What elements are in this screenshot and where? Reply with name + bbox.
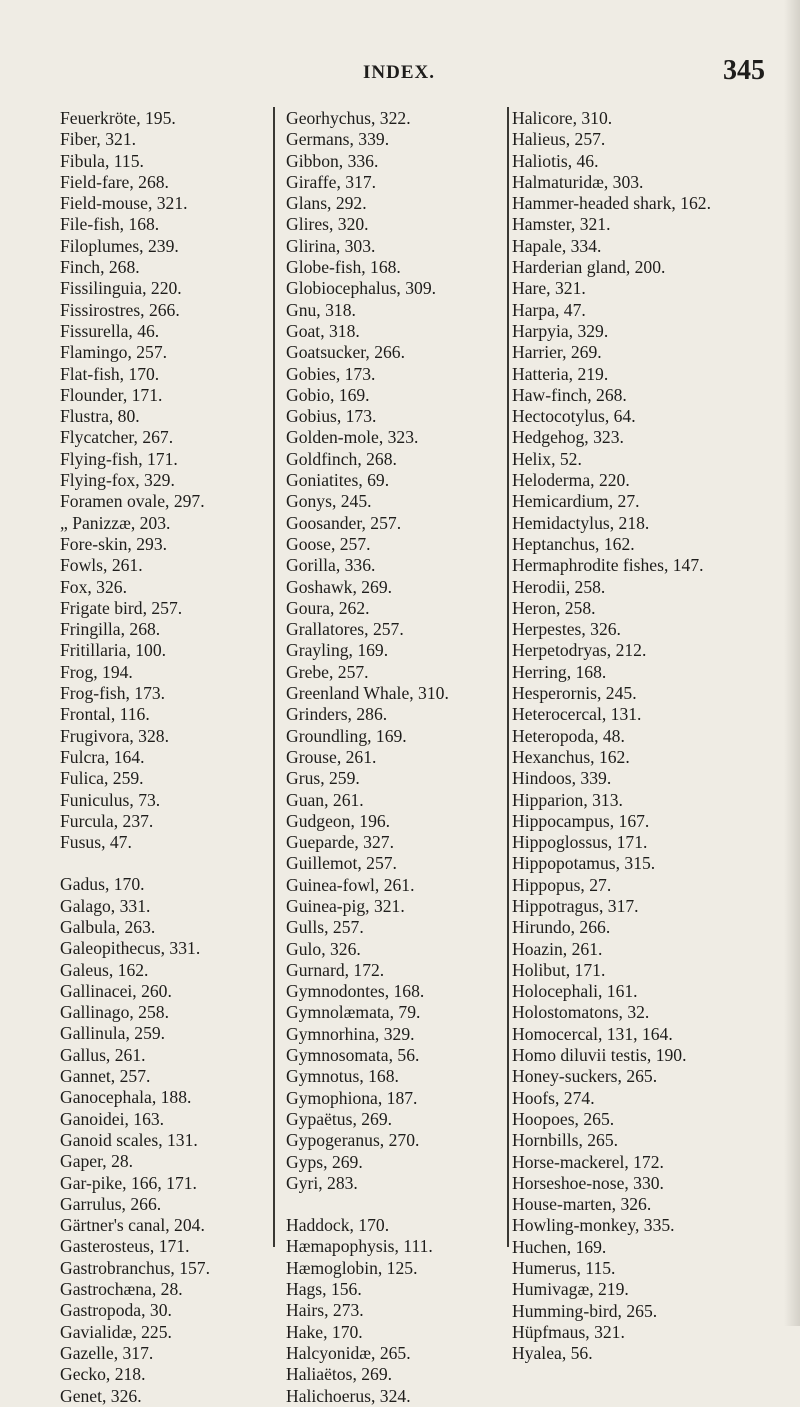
index-entry: Galbula, 263. [60, 916, 156, 937]
index-entry: Ganoidei, 163. [60, 1108, 165, 1129]
index-entry: Gastropoda, 30. [60, 1300, 172, 1321]
index-entry: Humivagæ, 219. [512, 1279, 629, 1300]
index-entry: Gallinula, 259. [60, 1023, 166, 1044]
index-entry: House-marten, 326. [512, 1194, 652, 1215]
index-entry: Gymnorhina, 329. [286, 1023, 415, 1044]
index-entry: Hake, 170. [286, 1321, 363, 1342]
index-entry: Hapale, 334. [512, 235, 602, 256]
running-title: INDEX. [363, 62, 435, 83]
index-entry: Gallus, 261. [60, 1044, 146, 1065]
index-entry: Hipparion, 313. [512, 789, 623, 810]
index-entry: Haliaëtos, 269. [286, 1364, 393, 1385]
index-entry: Guan, 261. [286, 789, 364, 810]
index-entry: Guinea-pig, 321. [286, 895, 405, 916]
index-entry: Fox, 326. [60, 576, 127, 597]
index-entry: Herring, 168. [512, 661, 607, 682]
index-entry: Georhychus, 322. [286, 108, 411, 128]
index-entry: Filoplumes, 239. [60, 235, 179, 256]
index-entry: Goatsucker, 266. [286, 342, 405, 363]
index-entry: Hexanchus, 162. [512, 746, 630, 767]
index-entry: Humerus, 115. [512, 1258, 616, 1279]
index-entry: Fulica, 259. [60, 768, 144, 789]
index-entry: Hoofs, 274. [512, 1087, 595, 1108]
index-entry: Gypaëtus, 269. [286, 1108, 393, 1129]
index-entry: Halmaturidæ, 303. [512, 171, 644, 192]
index-entry: Gannet, 257. [60, 1066, 151, 1087]
index-entry: Frog, 194. [60, 661, 133, 682]
index-entry: Fiber, 321. [60, 129, 137, 150]
index-entry: Fore-skin, 293. [60, 533, 168, 554]
index-entry: Globiocephalus, 309. [286, 278, 437, 299]
index-entry: Gärtner's canal, 204. [60, 1215, 205, 1236]
index-entry: Homocercal, 131, 164. [512, 1023, 673, 1044]
index-entry: Hectocotylus, 64. [512, 406, 636, 427]
index-entry: Hemicardium, 27. [512, 491, 640, 512]
index-entry: Glires, 320. [286, 214, 369, 235]
index-entry: Gymnotus, 168. [286, 1066, 399, 1087]
index-entry: „ Panizzæ, 203. [60, 512, 171, 533]
index-entry: Hindoos, 339. [512, 768, 612, 789]
index-entry: Goat, 318. [286, 320, 360, 341]
index-entry: Globe-fish, 168. [286, 257, 401, 278]
index-entry: Gallinacei, 260. [60, 980, 172, 1001]
index-entry: Herpetodryas, 212. [512, 640, 647, 661]
index-entry: Funiculus, 73. [60, 789, 161, 810]
index-entry: Greenland Whale, 310. [286, 683, 449, 704]
index-entry: Hyalea, 56. [512, 1343, 593, 1364]
index-entry: Heterocercal, 131. [512, 704, 642, 725]
index-entry: Heloderma, 220. [512, 470, 630, 491]
index-entry: Groundling, 169. [286, 725, 407, 746]
index-entry: Garrulus, 266. [60, 1193, 162, 1214]
index-entry: Gymnolæmata, 79. [286, 1002, 421, 1023]
index-entry: Ganocephala, 188. [60, 1087, 192, 1108]
index-entry: Fissilinguia, 220. [60, 278, 182, 299]
index-entry: Grayling, 169. [286, 640, 389, 661]
index-entry: Frontal, 116. [60, 704, 150, 725]
index-entry: Hamster, 321. [512, 214, 611, 235]
index-entry: Finch, 268. [60, 257, 140, 278]
index-entry: Hedgehog, 323. [512, 427, 624, 448]
index-entry: Flounder, 171. [60, 384, 163, 405]
page-edge-shadow [784, 0, 800, 1326]
index-entry: Goldfinch, 268. [286, 448, 397, 469]
index-entry: Gazelle, 317. [60, 1342, 154, 1363]
index-entry: Halieus, 257. [512, 129, 606, 150]
index-entry: Grallatores, 257. [286, 619, 404, 640]
index-entry: Furcula, 237. [60, 810, 154, 831]
index-entry: Galago, 331. [60, 895, 151, 916]
index-entry: Gulo, 326. [286, 938, 361, 959]
index-entry: Gorilla, 336. [286, 555, 376, 576]
index-entry: Fibula, 115. [60, 150, 144, 171]
page-number: 345 [723, 55, 765, 86]
index-entry: Grebe, 257. [286, 661, 369, 682]
index-entry: Gastrochæna, 28. [60, 1279, 183, 1300]
index-entry: Glans, 292. [286, 193, 367, 214]
index-entry: Giraffe, 317. [286, 171, 377, 192]
index-entry: Helix, 52. [512, 448, 582, 469]
index-entry: Hags, 156. [286, 1279, 362, 1300]
index-entry: Gudgeon, 196. [286, 810, 391, 831]
index-column-1 [60, 108, 285, 1407]
index-entry: Hemidactylus, 218. [512, 512, 650, 533]
index-entry: Galeopithecus, 331. [60, 938, 201, 959]
index-entry: Goose, 257. [286, 533, 371, 554]
index-entry: Halicore, 310. [512, 108, 613, 128]
index-entry: Gobies, 173. [286, 363, 376, 384]
index-entry: Gallinago, 258. [60, 1002, 169, 1023]
index-entry: Gaper, 28. [60, 1151, 134, 1172]
index-entry: Fissurella, 46. [60, 320, 160, 341]
index-entry: Harrier, 269. [512, 342, 602, 363]
index-entry: Gurnard, 172. [286, 959, 385, 980]
index-entry: Gobius, 173. [286, 406, 377, 427]
index-entry: File-fish, 168. [60, 214, 160, 235]
index-entry: Horseshoe-nose, 330. [512, 1172, 664, 1193]
index-entry: Hammer-headed shark, 162. [512, 193, 711, 214]
index-entry: Gymophiona, 187. [286, 1087, 418, 1108]
index-entry: Howling-monkey, 335. [512, 1215, 675, 1236]
index-entry: Flying-fish, 171. [60, 448, 178, 469]
index-entry: Hirundo, 266. [512, 917, 611, 938]
index-entry: Goniatites, 69. [286, 470, 390, 491]
index-entry: Frigate bird, 257. [60, 597, 183, 618]
index-entry: Gonys, 245. [286, 491, 372, 512]
index-entry: Flat-fish, 170. [60, 363, 160, 384]
index-entry: Harderian gland, 200. [512, 257, 666, 278]
index-entry: Goura, 262. [286, 597, 370, 618]
index-entry: Golden-mole, 323. [286, 427, 419, 448]
index-entry: Flamingo, 257. [60, 342, 168, 363]
index-entry: Holibut, 171. [512, 959, 606, 980]
index-entry: Halcyonidæ, 265. [286, 1342, 411, 1363]
index-entry: Field-fare, 268. [60, 171, 169, 192]
index-entry: Huchen, 169. [512, 1236, 607, 1257]
index-entry: Grus, 259. [286, 768, 360, 789]
index-entry: Grouse, 261. [286, 746, 377, 767]
index-entry: Glirina, 303. [286, 235, 376, 256]
index-entry: Humming-bird, 265. [512, 1300, 658, 1321]
index-entry: Honey-suckers, 265. [512, 1066, 658, 1087]
index-entry: Gibbon, 336. [286, 150, 379, 171]
index-entry: Fulcra, 164. [60, 746, 145, 767]
index-entry: Galeus, 162. [60, 959, 149, 980]
index-entry: Hippotragus, 317. [512, 895, 639, 916]
index-entry: Gar-pike, 166, 171. [60, 1172, 197, 1193]
index-entry: Fissirostres, 266. [60, 299, 180, 320]
index-entry: Fusus, 47. [60, 832, 132, 853]
index-entry: Foramen ovale, 297. [60, 491, 205, 512]
index-entry: Heptanchus, 162. [512, 533, 635, 554]
index-entry: Halichoerus, 324. [286, 1385, 411, 1406]
index-entry: Grinders, 286. [286, 704, 388, 725]
index-entry: Gyri, 283. [286, 1172, 358, 1193]
index-entry: Gueparde, 327. [286, 832, 394, 853]
index-entry: Gymnosomata, 56. [286, 1045, 420, 1066]
index-entry: Gymnodontes, 168. [286, 981, 425, 1002]
index-entry: Hippopotamus, 315. [512, 853, 656, 874]
index-entry: Hatteria, 219. [512, 363, 609, 384]
index-entry: Fowls, 261. [60, 555, 143, 576]
index-entry: Hare, 321. [512, 278, 586, 299]
index-entry: Harpa, 47. [512, 299, 586, 320]
index-entry: Guinea-fowl, 261. [286, 874, 415, 895]
index-column-3 [512, 108, 737, 1365]
index-entry: Hüpfmaus, 321. [512, 1321, 625, 1342]
index-entry: Harpyia, 329. [512, 320, 609, 341]
index-entry: Frugivora, 328. [60, 725, 169, 746]
index-entry: Hoopoes, 265. [512, 1108, 615, 1129]
index-entry: Hesperornis, 245. [512, 683, 637, 704]
index-entry: Herodii, 258. [512, 576, 606, 597]
index-entry: Gobio, 169. [286, 384, 370, 405]
index-entry: Hæmoglobin, 125. [286, 1257, 418, 1278]
index-entry: Goshawk, 269. [286, 576, 393, 597]
index-entry: Hoazin, 261. [512, 938, 603, 959]
index-entry: Fringilla, 268. [60, 619, 161, 640]
index-entry: Gypogeranus, 270. [286, 1130, 420, 1151]
index-entry: Hippopus, 27. [512, 874, 612, 895]
index-column-2 [286, 108, 511, 1407]
index-entry: Gastrobranchus, 157. [60, 1257, 211, 1278]
index-entry: Haddock, 170. [286, 1215, 390, 1236]
index-entry: Feuerkröte, 195. [60, 108, 176, 128]
index-entry: Flustra, 80. [60, 406, 140, 427]
index-entry: Fritillaria, 100. [60, 640, 167, 661]
index-entry: Haw-finch, 268. [512, 384, 627, 405]
index-entry: Field-mouse, 321. [60, 193, 188, 214]
index-entry: Hermaphrodite fishes, 147. [512, 555, 704, 576]
index-entry: Horse-mackerel, 172. [512, 1151, 664, 1172]
index-entry: Hippocampus, 167. [512, 810, 650, 831]
index-entry: Holocephali, 161. [512, 981, 638, 1002]
index-entry: Heron, 258. [512, 597, 596, 618]
index-entry: Flycatcher, 267. [60, 427, 174, 448]
index-entry: Hornbills, 265. [512, 1130, 619, 1151]
index-entry: Homo diluvii testis, 190. [512, 1045, 687, 1066]
index-entry: Gecko, 218. [60, 1364, 146, 1385]
index-entry: Genet, 326. [60, 1385, 142, 1406]
index-entry: Guillemot, 257. [286, 853, 397, 874]
index-entry: Goosander, 257. [286, 512, 402, 533]
index-entry: Herpestes, 326. [512, 619, 621, 640]
index-entry: Ganoid scales, 131. [60, 1129, 198, 1150]
index-entry: Heteropoda, 48. [512, 725, 625, 746]
index-entry: Gnu, 318. [286, 299, 356, 320]
index-entry: Gadus, 170. [60, 874, 145, 895]
index-entry: Flying-fox, 329. [60, 470, 175, 491]
index-entry: Hippoglossus, 171. [512, 832, 648, 853]
index-entry: Hairs, 273. [286, 1300, 364, 1321]
index-entry: Hæmapophysis, 111. [286, 1236, 433, 1257]
index-entry: Gavialidæ, 225. [60, 1321, 172, 1342]
index-entry: Holostomatons, 32. [512, 1002, 650, 1023]
index-entry: Gyps, 269. [286, 1151, 363, 1172]
index-entry: Frog-fish, 173. [60, 683, 166, 704]
index-entry: Haliotis, 46. [512, 150, 599, 171]
index-entry: Gulls, 257. [286, 917, 364, 938]
index-entry: Germans, 339. [286, 129, 390, 150]
index-entry: Gasterosteus, 171. [60, 1236, 190, 1257]
